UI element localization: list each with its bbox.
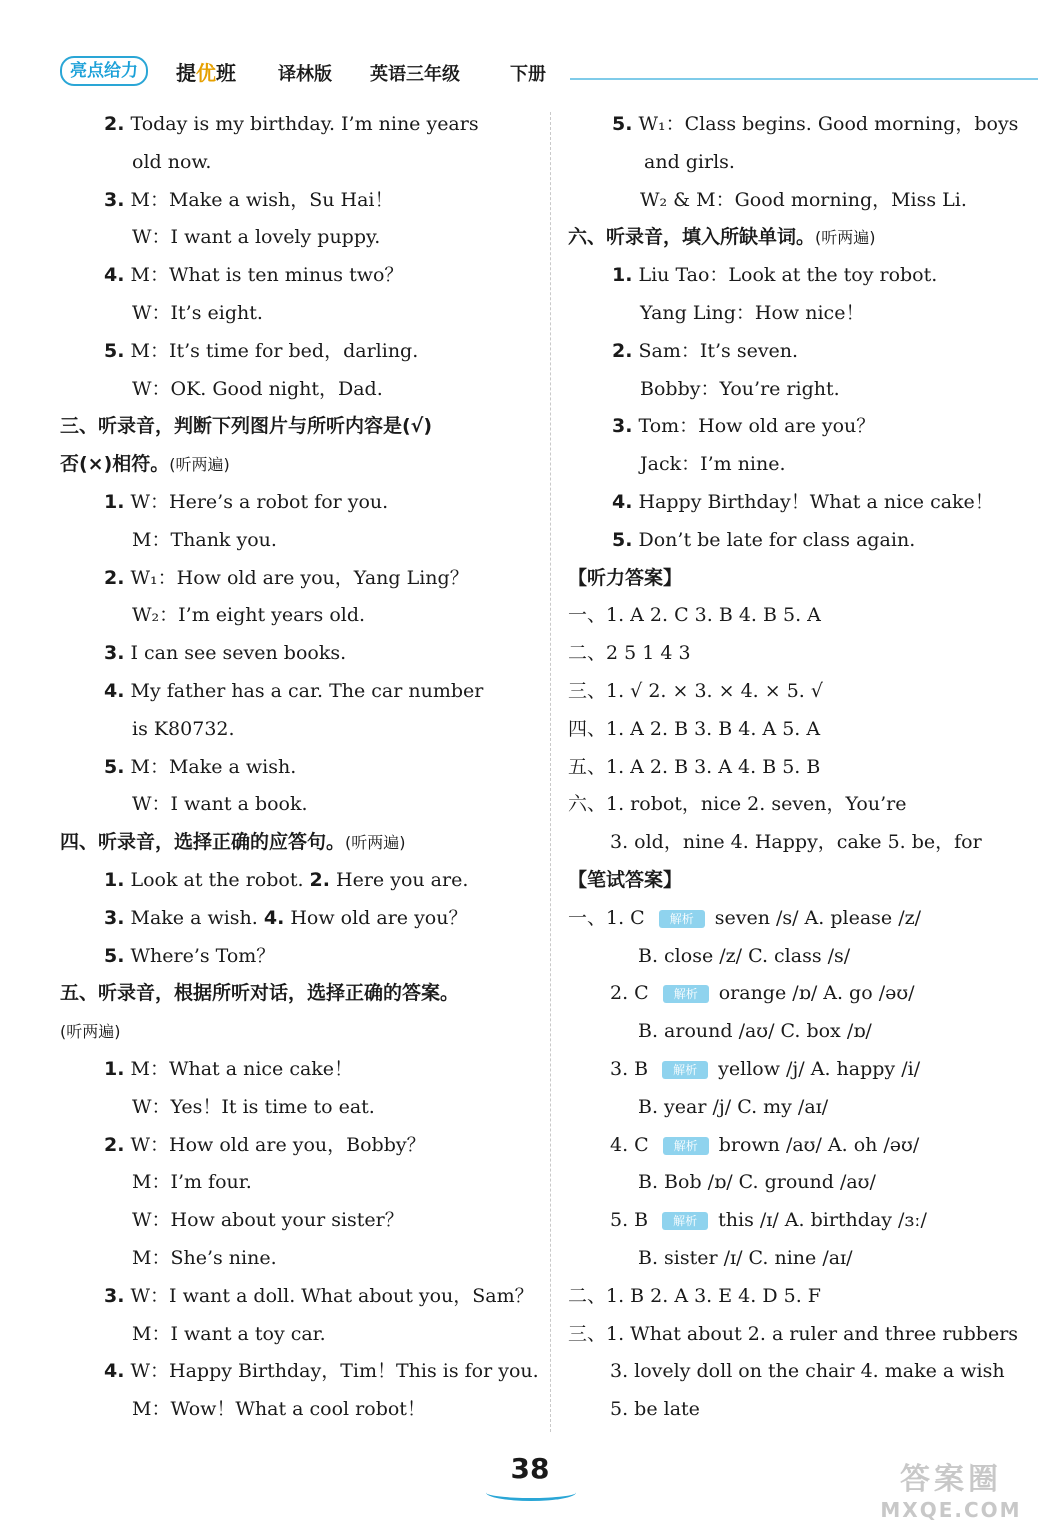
analysis-tag: 解析 — [662, 1061, 708, 1079]
analysis-tag: 解析 — [659, 910, 705, 928]
text-line — [60, 900, 540, 938]
series-title-b: 优 — [196, 61, 216, 85]
line-text: Yang Ling：How nice！ — [640, 301, 865, 324]
text-line — [60, 1240, 540, 1278]
line-text: 三、听录音，判断下列图片与所听内容是(√) — [60, 415, 433, 438]
line-text: W：It’s eight. — [132, 301, 263, 324]
line-text: Where’s Tom？ — [124, 944, 276, 967]
text-line — [568, 106, 1048, 144]
listen-twice-note: (听两遍) — [169, 455, 230, 475]
line-text: 3. B — [610, 1057, 649, 1080]
text-line — [568, 749, 1048, 787]
line-text: 5. be late — [610, 1398, 700, 1421]
line-text: Tom：How old are you？ — [632, 415, 876, 438]
listen-twice-note: (听两遍) — [345, 833, 406, 853]
text-line — [568, 975, 1048, 1013]
item-number: 4. — [612, 490, 633, 513]
line-text: 5. B — [610, 1209, 649, 1232]
text-line — [60, 1127, 540, 1165]
item-number: 2. — [104, 113, 125, 135]
text-line — [568, 522, 1048, 560]
text-line — [60, 786, 540, 824]
line-text: 【听力答案】 — [568, 566, 683, 589]
text-line — [568, 219, 1048, 257]
line-text: 四、听录音，选择正确的应答句。 — [60, 831, 346, 854]
column-divider — [550, 112, 551, 1432]
text-line — [568, 900, 1048, 938]
text-line — [60, 1316, 540, 1354]
text-line — [60, 1391, 540, 1429]
text-line — [60, 635, 540, 673]
text-line — [60, 673, 540, 711]
text-line — [60, 1353, 540, 1391]
line-text: 2. C — [610, 982, 649, 1005]
text-line — [60, 408, 540, 446]
item-number: 4. — [104, 679, 125, 702]
item-number: 2. — [612, 339, 633, 362]
text-line — [60, 749, 540, 787]
text-line — [60, 1013, 540, 1051]
line-text: 一、1. C — [568, 906, 645, 929]
page-number: 38 — [510, 1452, 550, 1485]
item-number: 1. — [612, 264, 633, 287]
line-text: W₂ & M：Good morning，Miss Li. — [640, 188, 967, 211]
line-text: Here you are. — [330, 868, 469, 891]
analysis-tag: 解析 — [663, 1137, 709, 1155]
line-text: M：It’s time for bed，darling. — [124, 339, 419, 362]
item-number: 5. — [612, 528, 633, 551]
text-line — [568, 1202, 1048, 1240]
item-number: 3. — [104, 188, 125, 211]
line-text: M：I want a toy car. — [132, 1322, 326, 1345]
line-text: W：I want a doll. What about you，Sam？ — [124, 1284, 534, 1307]
text-line — [568, 673, 1048, 711]
text-line — [568, 1013, 1048, 1051]
item-number: 5. — [612, 113, 633, 135]
analysis-tag: 解析 — [662, 1212, 708, 1230]
line-text: Jack：I’m nine. — [640, 453, 786, 476]
line-text: 三、1. √ 2. × 3. × 4. × 5. √ — [568, 679, 823, 702]
line-text: Bobby：You’re right. — [640, 377, 840, 400]
text-line — [60, 144, 540, 182]
line-text: W：I want a book. — [132, 793, 308, 816]
text-line — [568, 446, 1048, 484]
line-text: How old are you？ — [284, 906, 468, 929]
line-text: 4. C — [610, 1133, 649, 1156]
item-number: 1. — [104, 1057, 125, 1080]
item-number: 1. — [104, 868, 125, 891]
line-text: Happy Birthday！What a nice cake！ — [632, 490, 994, 513]
text-line — [568, 257, 1048, 295]
edition-label: 译林版 — [278, 64, 332, 85]
line-text: B. sister /ɪ/ C. nine /aɪ/ — [638, 1246, 853, 1269]
text-line — [60, 862, 540, 900]
series-title — [176, 57, 236, 86]
line-text: Don’t be late for class again. — [632, 528, 916, 551]
line-text: 二、2 5 1 4 3 — [568, 642, 691, 665]
text-line — [568, 182, 1048, 220]
text-line — [60, 1164, 540, 1202]
item-number: 2. — [104, 1133, 125, 1156]
subject-label: 英语三年级 — [370, 64, 460, 85]
text-line — [60, 219, 540, 257]
text-line — [60, 484, 540, 522]
text-line — [568, 786, 1048, 824]
line-text: M：She’s nine. — [132, 1246, 277, 1269]
text-line — [60, 597, 540, 635]
line-text: W：Happy Birthday，Tim！This is for you. — [124, 1360, 539, 1383]
text-line — [568, 371, 1048, 409]
item-number: 3. — [104, 1284, 125, 1307]
line-text: 【笔试答案】 — [568, 868, 683, 891]
line-text: 六、1. robot，nice 2. seven，You’re — [568, 793, 907, 816]
line-text: M：Make a wish，Su Hai！ — [124, 188, 394, 211]
line-text: 一、1. A 2. C 3. B 4. B 5. A — [568, 604, 821, 627]
text-line — [60, 975, 540, 1013]
text-line — [60, 371, 540, 409]
line-text: M：Make a wish. — [124, 755, 297, 778]
item-number: 3. — [104, 642, 125, 665]
text-line — [60, 824, 540, 862]
line-text: this /ɪ/ A. birthday /ɜː/ — [718, 1209, 927, 1232]
item-number: 3. — [612, 415, 633, 438]
item-number: 5. — [104, 755, 125, 778]
line-text: and girls. — [644, 150, 735, 173]
line-text: 否(×)相符。 — [60, 453, 170, 476]
text-line — [568, 1089, 1048, 1127]
text-line — [568, 560, 1048, 598]
line-text: 三、1. What about 2. a ruler and three rubbers — [568, 1322, 1019, 1345]
line-text: 3. old，nine 4. Happy，cake 5. be，for — [610, 831, 982, 854]
line-text: Look at the robot. — [124, 868, 310, 891]
text-line — [60, 560, 540, 598]
text-line — [568, 333, 1048, 371]
line-text: B. Bob /ɒ/ C. ground /aʊ/ — [638, 1171, 876, 1194]
text-line — [60, 938, 540, 976]
text-line — [60, 522, 540, 560]
text-line — [568, 635, 1048, 673]
line-text: Liu Tao：Look at the toy robot. — [632, 264, 938, 287]
listen-twice-note: (听两遍) — [60, 1022, 121, 1042]
item-number: 5. — [104, 339, 125, 362]
text-line — [568, 1051, 1048, 1089]
item-number: 2. — [309, 868, 330, 891]
line-text: is K80732. — [132, 717, 235, 740]
text-line — [60, 333, 540, 371]
line-text: orange /ɒ/ A. go /əʊ/ — [718, 982, 915, 1005]
watermark — [866, 1462, 1036, 1526]
header-rule — [570, 78, 1038, 80]
line-text: brown /aʊ/ A. oh /əʊ/ — [718, 1133, 920, 1156]
item-number: 4. — [263, 906, 285, 929]
line-text: W：Here’s a robot for you. — [124, 490, 389, 513]
text-line — [568, 1240, 1048, 1278]
line-text: 五、听录音，根据所听对话，选择正确的答案。 — [60, 982, 460, 1005]
text-line — [568, 1316, 1048, 1354]
item-number: 5. — [104, 944, 125, 967]
volume-label: 下册 — [510, 64, 546, 85]
analysis-tag: 解析 — [663, 985, 709, 1003]
text-line — [60, 295, 540, 333]
text-line — [60, 1051, 540, 1089]
line-text: W₂：I’m eight years old. — [132, 604, 366, 627]
text-line — [568, 484, 1048, 522]
line-text: W：How about your sister？ — [132, 1209, 404, 1232]
line-text: 六、听录音，填入所缺单词。 — [568, 226, 816, 249]
text-line — [60, 182, 540, 220]
line-text: B. close /z/ C. class /s/ — [638, 944, 851, 967]
line-text: W₁：Class begins. Good morning，boys — [632, 113, 1019, 135]
item-number: 1. — [104, 490, 125, 513]
text-line — [568, 1127, 1048, 1165]
line-text: M：Thank you. — [132, 528, 277, 551]
line-text: old now. — [132, 150, 212, 173]
right-column — [568, 106, 1048, 1429]
line-text: W：I want a lovely puppy. — [132, 226, 381, 249]
line-text: W：Yes！It is time to eat. — [132, 1095, 375, 1118]
text-line — [60, 257, 540, 295]
text-line — [60, 711, 540, 749]
text-line — [568, 1278, 1048, 1316]
watermark-url: MXQE.COM — [880, 1498, 1022, 1522]
text-line — [60, 1278, 540, 1316]
line-text: My father has a car. The car number — [124, 679, 484, 702]
line-text: Sam：It’s seven. — [632, 339, 799, 362]
line-text: M：Wow！What a cool robot！ — [132, 1398, 426, 1421]
series-title-c: 班 — [216, 61, 236, 85]
line-text: 五、1. A 2. B 3. A 4. B 5. B — [568, 755, 821, 778]
text-line — [60, 106, 540, 144]
text-line — [568, 1353, 1048, 1391]
page-header — [60, 54, 1040, 88]
brand-badge: 亮点给力 — [60, 56, 148, 86]
text-line — [60, 1089, 540, 1127]
item-number: 2. — [104, 566, 125, 589]
line-text: W：How old are you，Bobby？ — [124, 1133, 426, 1156]
text-line — [568, 938, 1048, 976]
text-line — [568, 597, 1048, 635]
line-text: M：What a nice cake！ — [124, 1057, 354, 1080]
item-number: 3. — [104, 906, 125, 929]
page-number-swoosh — [486, 1484, 576, 1501]
text-line — [568, 408, 1048, 446]
line-text: 四、1. A 2. B 3. B 4. A 5. A — [568, 717, 821, 740]
watermark-logo: 答案圈 — [900, 1462, 1002, 1497]
line-text: W：OK. Good night，Dad. — [132, 377, 383, 400]
text-line — [568, 711, 1048, 749]
line-text: M：I’m four. — [132, 1171, 252, 1194]
line-text: M：What is ten minus two？ — [124, 264, 404, 287]
line-text: I can see seven books. — [124, 642, 347, 665]
line-text: B. year /j/ C. my /aɪ/ — [638, 1095, 829, 1118]
line-text: Make a wish. — [124, 906, 264, 929]
left-column — [60, 106, 540, 1429]
line-text: 二、1. B 2. A 3. E 4. D 5. F — [568, 1284, 821, 1307]
line-text: W₁：How old are you，Yang Ling？ — [124, 566, 469, 589]
text-line — [60, 1202, 540, 1240]
line-text: seven /s/ A. please /z/ — [714, 906, 922, 929]
text-line — [60, 446, 540, 484]
line-text: 3. lovely doll on the chair 4. make a wish — [610, 1360, 1005, 1383]
text-line — [568, 144, 1048, 182]
listen-twice-note: (听两遍) — [815, 228, 876, 248]
series-title-a: 提 — [176, 61, 196, 85]
text-line — [568, 862, 1048, 900]
text-line — [568, 295, 1048, 333]
item-number: 4. — [104, 1360, 125, 1383]
text-line — [568, 824, 1048, 862]
text-line — [568, 1164, 1048, 1202]
text-line — [568, 1391, 1048, 1429]
line-text: yellow /j/ A. happy /i/ — [718, 1057, 921, 1080]
line-text: Today is my birthday. I’m nine years — [124, 113, 479, 135]
item-number: 4. — [104, 264, 125, 287]
line-text: B. around /aʊ/ C. box /ɒ/ — [638, 1020, 872, 1043]
